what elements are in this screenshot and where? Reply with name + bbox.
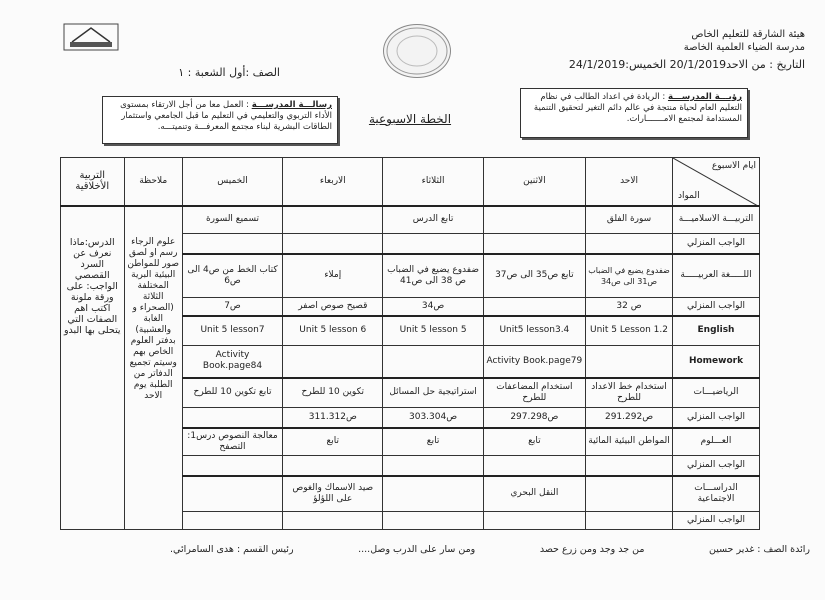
mission-text: : العمل معا من أجل الارتقاء بمستوى الأداء التربوي والتعليمي في التعليم ما قبل الجامعي واستثمار الطاقات البشرية لبناء مجتمع المعرفـــة وتنميتـــه. bbox=[120, 100, 332, 132]
table-cell: Unit 5 lesson 5 bbox=[383, 316, 483, 346]
table-cell: كتاب الخط من ص4 الى ص6 bbox=[182, 254, 282, 298]
mission-title: رسالـــة المدرســـة bbox=[251, 100, 332, 110]
table-cell: Unit5 lesson3.4 bbox=[483, 316, 585, 346]
table-cell: النقل البحري bbox=[483, 476, 585, 512]
table-cell: Unit 5 lesson7 bbox=[182, 316, 282, 346]
table-cell bbox=[182, 476, 282, 512]
table-cell bbox=[586, 234, 673, 254]
subject-homework: الواجب المنزلي bbox=[673, 234, 760, 254]
moral-header: التربية الأخلاقية bbox=[61, 158, 125, 206]
table-cell bbox=[283, 206, 383, 234]
table-cell: استراتيجية حل المسائل bbox=[383, 378, 483, 408]
table-cell bbox=[383, 456, 483, 476]
corner-header bbox=[673, 158, 760, 206]
date-range: التاريخ : من الاحد20/1/2019 الخميس:24/1/2019 bbox=[568, 58, 805, 71]
subject-homework: الواجب المنزلي bbox=[673, 298, 760, 316]
grade-section: الصف :أول الشعبة : ١ bbox=[178, 66, 280, 79]
table-cell bbox=[283, 346, 383, 378]
subject-english: English bbox=[673, 316, 760, 346]
table-cell: تسميع السورة bbox=[182, 206, 282, 234]
table-cell: ص291.292 bbox=[586, 408, 673, 428]
table-cell: صيد الاسماك والغوص على اللؤلؤ bbox=[283, 476, 383, 512]
table-cell: Unit 5 lesson 6 bbox=[283, 316, 383, 346]
subject-english-homework: Homework bbox=[673, 346, 760, 378]
subject-social-studies: الدراســـات الاجتماعية bbox=[673, 476, 760, 512]
table-cell bbox=[383, 346, 483, 378]
notes-header: ملاحظة bbox=[124, 158, 182, 206]
table-cell bbox=[483, 234, 585, 254]
vision-title: رؤيـــة المدرســـة bbox=[667, 92, 742, 102]
table-cell: تكوين 10 للطرح bbox=[283, 378, 383, 408]
table-cell bbox=[383, 476, 483, 512]
emirates-emblem bbox=[62, 22, 120, 52]
table-cell: تابع bbox=[283, 428, 383, 456]
subject-science: العـــلوم bbox=[673, 428, 760, 456]
mission-box bbox=[102, 96, 338, 144]
weekly-plan-table bbox=[60, 157, 760, 530]
table-cell bbox=[483, 298, 585, 316]
quote-two: ومن سار على الدرب وصل.... bbox=[358, 544, 476, 555]
table-cell: ص 32 bbox=[586, 298, 673, 316]
table-cell: سورة الفلق bbox=[586, 206, 673, 234]
table-cell bbox=[586, 346, 673, 378]
school-name: مدرسة الضياء العلمية الخاصة bbox=[683, 42, 805, 53]
org-name: هيئة الشارقة للتعليم الخاص bbox=[691, 29, 805, 40]
table-cell: ص303.304 bbox=[383, 408, 483, 428]
department-head: رئيس القسم : هدى السامرائي. bbox=[170, 544, 294, 555]
day-tuesday: الثلاثاء bbox=[383, 158, 483, 206]
table-cell: تابع الدرس bbox=[383, 206, 483, 234]
vision-text: : الريادة في اعداد الطالب في نظام التعليم العام لحياة منتجة في عالم دائم التغير لتحقيق التنمية المستدامة لمجتمع الامـــــــارات. bbox=[533, 92, 742, 124]
subject-homework: الواجب المنزلي bbox=[673, 408, 760, 428]
table-cell bbox=[586, 456, 673, 476]
notes-cell: علوم الرجاء رسم او لصق صور للمواطن البيئية البرية المختلفة الثلاثة (الصحراء و الغابة والعشبية) بدفتر العلوم الخاص بهم وسيتم تجميع الدفاتر من الطلبة يوم الاحد bbox=[124, 206, 182, 530]
table-cell bbox=[586, 476, 673, 512]
table-cell bbox=[586, 512, 673, 530]
subject-islamic: التربيـــة الاسلاميـــة bbox=[673, 206, 760, 234]
table-cell: استخدام المضاعفات للطرح bbox=[483, 378, 585, 408]
table-cell bbox=[283, 456, 383, 476]
table-cell bbox=[283, 512, 383, 530]
moral-cell: الدرس:ماذا نعرف عن السرد القصصي الواجب: على ورقة ملونة اكتب اهم الصفات التي يتحلى بها البدو bbox=[61, 206, 125, 530]
day-monday: الاثنين bbox=[483, 158, 585, 206]
day-wednesday: الاربعاء bbox=[283, 158, 383, 206]
table-cell: تابع ص35 الى ص37 bbox=[483, 254, 585, 298]
plan-title: الخطة الاسبوعية bbox=[368, 112, 452, 126]
day-thursday: الخميس bbox=[182, 158, 282, 206]
class-teacher: رائدة الصف : غدير حسين bbox=[708, 544, 810, 555]
table-cell: تابع bbox=[483, 428, 585, 456]
table-cell bbox=[483, 456, 585, 476]
table-cell bbox=[483, 206, 585, 234]
table-cell: Activity Book.page84 bbox=[182, 346, 282, 378]
table-cell bbox=[383, 234, 483, 254]
table-cell bbox=[383, 512, 483, 530]
table-cell: ص297.298 bbox=[483, 408, 585, 428]
table-cell: ص311.312 bbox=[283, 408, 383, 428]
table-cell bbox=[182, 456, 282, 476]
subject-arabic: اللـــــغة العربيـــــة bbox=[673, 254, 760, 298]
table-cell: المواطن البيئية المائية bbox=[586, 428, 673, 456]
table-cell: Activity Book.page79 bbox=[483, 346, 585, 378]
school-seal bbox=[383, 24, 451, 78]
table-cell bbox=[182, 512, 282, 530]
subject-homework: الواجب المنزلي bbox=[673, 456, 760, 476]
table-cell: تابع bbox=[383, 428, 483, 456]
table-cell bbox=[182, 408, 282, 428]
table-cell: استخدام خط الاعداد للطرح bbox=[586, 378, 673, 408]
table-cell: تابع تكوين 10 للطرح bbox=[182, 378, 282, 408]
subjects-label: المواد bbox=[678, 190, 700, 201]
table-cell: إملاء bbox=[283, 254, 383, 298]
table-cell bbox=[483, 512, 585, 530]
table-cell: ص34 bbox=[383, 298, 483, 316]
table-cell: ضفدوع يضيع في الضباب ص 38 الى ص41 bbox=[383, 254, 483, 298]
table-cell: Unit 5 Lesson 1.2 bbox=[586, 316, 673, 346]
quote-one: من جد وجد ومن زرع حصد bbox=[539, 544, 645, 555]
table-cell: قصيح صوص اصفر bbox=[283, 298, 383, 316]
table-cell: معالجة النصوص درس1: التصفح bbox=[182, 428, 282, 456]
day-sunday: الاحد bbox=[586, 158, 673, 206]
subject-math: الرياضيـــات bbox=[673, 378, 760, 408]
vision-box bbox=[520, 88, 748, 138]
table-cell: ضفدوع يضيع في الضباب ص31 الى ص34 bbox=[586, 254, 673, 298]
table-cell: ص7 bbox=[182, 298, 282, 316]
table-cell bbox=[182, 234, 282, 254]
days-label: ايام الاسبوع bbox=[711, 161, 756, 171]
table-cell bbox=[283, 234, 383, 254]
subject-homework: الواجب المنزلي bbox=[673, 512, 760, 530]
